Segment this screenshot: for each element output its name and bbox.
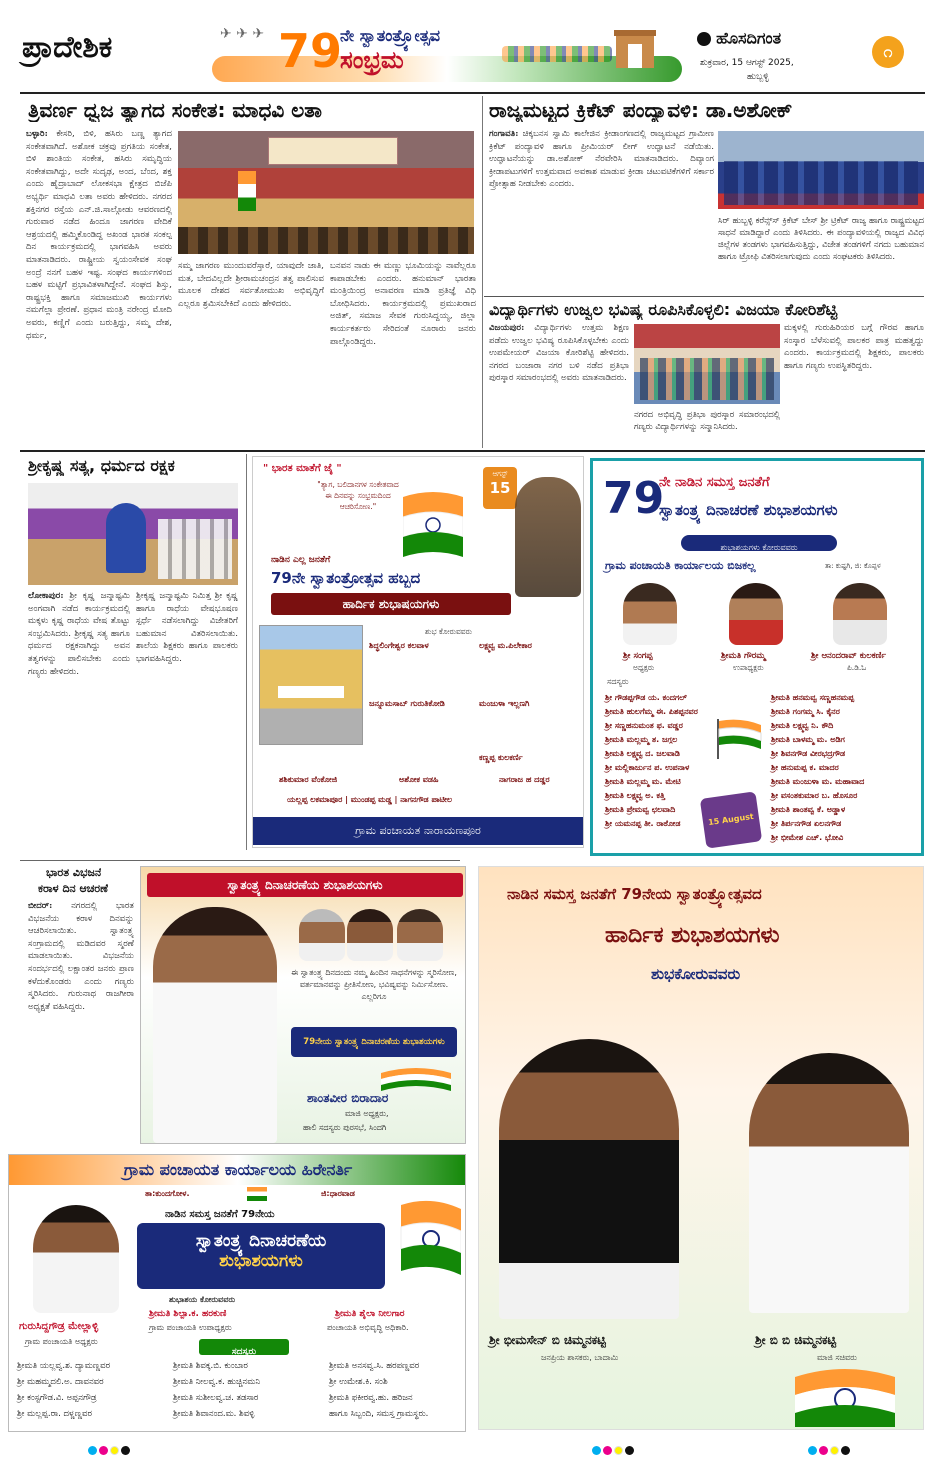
ad2-date-ribbon-text: 15 August — [707, 811, 755, 828]
story1-col3 — [330, 260, 476, 452]
ad4-person2-photo — [749, 1053, 909, 1313]
india-gate-icon — [610, 24, 660, 68]
ad1-building-photo — [259, 625, 363, 745]
ad2-member: ಶ್ರೀಮತಿ ಬಾಳಮ್ಮ ಮ. ಅಡಿಗ — [771, 735, 845, 744]
ad3-title1: ಮಾಜಿ ಅಧ್ಯಕ್ಷರು, — [345, 1109, 389, 1118]
ad2-date-ribbon — [700, 791, 762, 848]
ad2-member: ಶ್ರೀಮತಿ ಹನಮವ್ವ ಸಣ್ಣಹನಮಪ್ಪ — [771, 693, 855, 702]
upper-section-rule — [20, 450, 925, 452]
masthead-rule — [20, 92, 925, 94]
ad2-member: ಶ್ರೀಮತಿ ಮಲ್ಲಮ್ಮ ಮ. ಮೇಟಿ — [605, 777, 681, 786]
story3-photo — [634, 324, 780, 404]
ad-chimmanakatti — [478, 866, 924, 1430]
ad5-greeting-small: ನಾಡಿನ ಸಮಸ್ತ ಜನತೆಗೆ 79ನೇಯ — [165, 1209, 275, 1220]
ad5-pdo-role: ಪಂಚಾಯತಿ ಅಭಿವೃದ್ಧಿ ಅಧಿಕಾರಿ. — [327, 1323, 409, 1332]
ad5-members-label — [199, 1339, 289, 1355]
ad2-member: ಶ್ರೀ ಯಮನಪ್ಪ ತೀ. ರಾಠೋಡ — [605, 819, 681, 828]
ad2-person2-photo — [729, 583, 783, 645]
ad1-day: 15 — [489, 479, 511, 497]
ad3-name: ಶಾಂತವೀರ ಬಿರಾದಾರ — [307, 1091, 389, 1105]
ad3-message: ಈ ಸ್ವಾತಂತ್ರ್ಯ ದಿನದಂದು ನಮ್ಮ ಹಿಂದಿನ ಸಾಧನೆಗಳನ್ನು ಸ್ಮರಿಸೋಣ, ವರ್ತಮಾನವನ್ನು ಪ್ರೀತಿಸೋಣ, ಭವಿಷ್ಯವನ್ನು ನಿರ್ಮಿಸೋಣ. ಎಲ್ಲರಿಗೂ — [291, 968, 457, 1001]
cyan-dot — [808, 1446, 817, 1455]
ad2-office-sub: ತಾ: ಕುಷ್ಟಗಿ, ಜಿ: ಕೊಪ್ಪಳ — [825, 562, 881, 570]
ad1-name-5: ಕಣ್ಣಪ್ಪ ಕುಲಕರ್ಣಿ — [479, 753, 523, 762]
story4-divider — [246, 454, 247, 850]
ad2-number: 79 — [603, 473, 665, 524]
logo-line1: ನೇ ಸ್ವಾತಂತ್ರ್ಯೋತ್ಸವ — [340, 26, 441, 45]
ad3-leader1-photo — [299, 909, 345, 961]
ad2-member: ಶ್ರೀಮತಿ ಗಂಗಮ್ಮ ಸಿ. ಕೈನರ — [771, 707, 840, 716]
ad-hirenarti — [8, 1154, 466, 1432]
magenta-dot — [603, 1446, 612, 1455]
ad1-name-7: ಅಶೋಕ ವಡಹಿ — [399, 775, 439, 784]
ad3-flag-icon — [381, 1063, 451, 1093]
masthead — [0, 0, 945, 92]
ad1-name-6: ಶಶಿಕುಮಾರ ವೆಂಕೋಜಿ — [279, 775, 338, 784]
mid-section-rule — [20, 860, 460, 861]
story3-caption: ನಗರದ ಅಭಿವೃದ್ಧಿ ಪ್ರತಿಭಾ ಪುರಸ್ಕಾರ ಸಮಾರಂಭದಲ್ಲಿ ಗಣ್ಯರು ವಿದ್ಯಾರ್ಥಿಗಳನ್ನು ಸನ್ಮಾನಿಸಿದರು. — [634, 409, 780, 431]
story5-headline2: ಕರಾಳ ದಿನ ಆಚರಣೆ — [38, 882, 109, 895]
column-divider — [482, 96, 483, 448]
ad2-member: ಶ್ರೀ ಮಲ್ಲಿಕಾರ್ಜುನ ಪ. ಉಪನಾಳ — [605, 763, 690, 772]
ad3-highlight — [291, 1027, 457, 1057]
story4-col1-text: ಶ್ರೀ ಕೃಷ್ಣ ಜನ್ಮಾಷ್ಟಮಿ ಅಂಗವಾಗಿ ನಡೆದ ಕಾರ್ಯಕ್ರಮದಲ್ಲಿ ಮಕ್ಕಳು ಕೃಷ್ಣ ರಾಧೆಯ ವೇಷ ತೊಟ್ಟು ಸಂಭ್ರಮಿಸಿದರು. ಶ್ರೀಕೃಷ್ಣ ಸತ್ಯ ಹಾಗೂ ಧರ್ಮದ ರಕ್ಷಕನಾಗಿದ್ದು ಅವನ ತತ್ವಗಳನ್ನು ಪಾಲಿಸಬೇಕು ಎಂದು ಗಣ್ಯರು ಹೇಳಿದರು. — [28, 591, 130, 677]
story5-body — [28, 900, 134, 1138]
ad4-person2-name: ಶ್ರೀ ಬಿ ಬಿ ಚಿಮ್ಮನಕಟ್ಟಿ — [755, 1333, 837, 1347]
story4-col1 — [28, 590, 130, 850]
magenta-dot — [819, 1446, 828, 1455]
ad4-line3: ಶುಭಕೋರುವವರು — [651, 965, 741, 983]
ad5-taluk: ತಾ:ಕುಂದಗೋಳ. — [145, 1189, 190, 1198]
ad5-member: ಶ್ರೀಮತಿ ಅನಸವ್ವ.ಸಿ. ಹರಪಣ್ಣವರ — [329, 1361, 420, 1371]
story3-col3 — [784, 322, 924, 446]
ad2-member: ಶ್ರೀಮತಿ ಪ್ರೇಮವ್ವ ಛಲವಾದಿ — [605, 805, 676, 814]
team-row — [724, 161, 918, 205]
story1-col1-text: ಕೇಸರಿ, ಬಿಳಿ, ಹಸಿರು ಬಣ್ಣ ತ್ಯಾಗದ ಸಂಕೇತವಾಗಿದೆ. ಅಶೋಕ ಚಕ್ರವು ಪ್ರಗತಿಯ ಸಂಕೇತ, ಬಿಳಿ ಶಾಂತಿಯ ಸಂಕೇತ, ಹಸಿರು ಸಮೃದ್ಧಿಯ ಸಂಕೇತವಾಗಿದ್ದು, ಅದೇ ಸುದೃಢ, ಅಂದ, ಬೆಂದ, ಶಕ್ತ ಎಂದು ಹೈದ್ರಾಬಾದ್ ಲೋಕಸಭಾ ಕ್ಷೇತ್ರದ ಬಿಜೆಪಿ ಅಭ್ಯರ್ಥಿ ಮಾಧವಿ ಲತಾ ಅವರು ಹೇಳಿದರು. ನಗರದ ಶಕ್ತಿನಗರ ರಸ್ತೆಯ ಎನ್.ಜಿ.ಸಾಲ್ಗೋಡು ಆವರಣದಲ್ಲಿ ಗುರುವಾರ ನಡೆದ ಹಿಂದೂ ಜಾಗರಣ ವೇದಿಕೆ ಆಶ್ರಯದಲ್ಲಿ ಹಮ್ಮಿಕೊಂಡಿದ್ದ ಅಖಂಡ ಭಾರತ ಸಂಕಲ್ಪ ದಿನ ಕಾರ್ಯಕ್ರಮದಲ್ಲಿ ಭಾಗವಹಿಸಿ ಅವರು ಮಾತನಾಡಿದರು. ರಾಷ್ಟ್ರೀಯ ಸ್ವಯಂಸೇವಕ ಸಂಘ ಅಂದ್ರೆ ನನಗೆ ಬಹಳ ಇಷ್ಟ. ಸಂಘದ ಕಾರ್ಯಗಳಿಂದ ಬಹಳ ಮಟ್ಟಿಗೆ ಪ್ರಭಾವಿತಳಾಗಿದ್ದೇನೆ. ಸಂಘದ ಶಿಸ್ತು, ರಾಷ್ಟ್ರಭಕ್ತಿ ಹಾಗೂ ಸಮಾಜಮುಖಿ ಕಾರ್ಯಗಳು ನಮಗೆಲ್ಲಾ ಪ್ರೇರಣೆ. ಪ್ರಧಾನ ಮಂತ್ರಿ ನರೇಂದ್ರ ಮೋದಿ ಅವರು, ಕಣ್ಣಿಗೆ ಎಂದು ಬರುತ್ತಿದ್ದು, ಸಮ್ಮ ದೇಶ, ಧರ್ಮ, — [26, 129, 172, 341]
issue-city: ಹುಬ್ಬಳ್ಳಿ — [747, 72, 769, 82]
story1-dateline: ಬಳ್ಳಾರಿ: — [26, 129, 48, 139]
ad2-member: ಶ್ರೀ ಸಣ್ಣಹನುಮಂತ ಫ. ವಡ್ಡರ — [605, 721, 683, 730]
ad5-flag-icon — [391, 1195, 461, 1285]
cyan-dot — [88, 1446, 97, 1455]
yellow-dot — [614, 1446, 623, 1455]
newspaper-logo — [697, 28, 781, 49]
ad4-person2-role: ಮಾಜಿ ಸಚಿವರು — [817, 1353, 857, 1362]
ad5-member: ಶ್ರೀಮತಿ ನೀಲವ್ವ.ಕ. ಹುಚ್ಚಿನಮನಿ — [173, 1377, 261, 1387]
logo-number: 79 — [278, 24, 343, 78]
ad1-name-4: ಮಂಜುಳಾ ಇಲ್ಲಣಗಿ — [479, 699, 530, 708]
story3-dateline: ವಿಜಯಪುರ: — [489, 323, 525, 333]
story2-photo — [718, 131, 924, 209]
ad4-person1-name: ಶ್ರೀ ಭೀಮಸೇನ್ ಬಿ ಚಿಮ್ಮನಕಟ್ಟಿ — [489, 1333, 606, 1347]
ad1-wishers-label: ಶುಭ ಕೋರುವವರು — [425, 627, 472, 636]
ad5-member: ಶ್ರೀ ಕಂಸ್ಟಗೌಡ.ವಿ. ಅಪ್ಪನಗೌಡ್ರ — [17, 1393, 97, 1403]
ad2-flag-icon — [715, 719, 763, 759]
ad5-greeting-big2: ಶುಭಾಶಯಗಳು — [219, 1251, 303, 1271]
ad2-person1-role: ಅಧ್ಯಕ್ಷರು — [633, 663, 655, 672]
ad1-date-badge — [483, 467, 517, 509]
group-row — [640, 358, 774, 400]
ad5-member: ಹಾಗೂ ಸಿಬ್ಬಂದಿ, ಸಮಸ್ತ ಗ್ರಾಮಸ್ಥರು. — [329, 1409, 429, 1419]
ad2-member: ಶ್ರೀಮತಿ ಲಕ್ಷ್ಮವ್ವ ದ. ಜಲವಾಡಿ — [605, 749, 680, 758]
ad2-member: ಶ್ರೀ ತಿರ್ಪನಗೌಡ ಏಲನಗೌಡ — [771, 819, 842, 828]
ad5-vp-role: ಗ್ರಾಮ ಪಂಚಾಯತಿ ಉಪಾಧ್ಯಕ್ಷರು — [149, 1323, 232, 1332]
building-sign — [278, 686, 344, 698]
ad2-person3-role: ಪಿ.ಡಿ.ಓ — [847, 663, 867, 672]
story4-dateline: ಲೋಕಾಪುರ: — [28, 591, 64, 601]
ad2-member: ಶ್ರೀಮತಿ ಹುಲಗೆಮ್ಮ ಈ. ಪಿಶಪ್ಪನವರ — [605, 707, 698, 716]
story4-col2-text: ಶ್ರೀಕೃಷ್ಣ ಜನ್ಮಾಷ್ಟಮಿ ನಿಮಿತ್ತ ಶ್ರೀ ಕೃಷ್ಣ ಹಾಗೂ ರಾಧೆಯ ವೇಷಭೂಷಣ ಸ್ಪರ್ಧೆ ನಡೆಸಲಾಗಿದ್ದು ವಿಜೇತರಿಗೆ ಬಹುಮಾನ ವಿತರಿಸಲಾಯಿತು. ಶಾಲೆಯ ಶಿಕ್ಷಕರು ಹಾಗೂ ಪಾಲಕರು ಭಾಗವಹಿಸಿದ್ದರು. — [136, 591, 238, 664]
story2-dateline: ಗಂಗಾವತಿ: — [489, 129, 519, 139]
ad5-president-role: ಗ್ರಾಮ ಪಂಚಾಯತಿ ಅಧ್ಯಕ್ಷರು — [25, 1337, 98, 1346]
ad5-president-name: ಗುರುಸಿದ್ದಗೌಡ್ರ ಮೇಲ್ಲಾಳ್ಳಿ — [19, 1321, 99, 1332]
ad5-wishers-label: ಶುಭಾಶಯ ಕೋರುವವರು — [169, 1295, 236, 1304]
story5-headline1: ಭಾರತ ವಿಭಜನೆ — [46, 866, 102, 879]
issue-date: ಶುಕ್ರವಾರ, 15 ಆಗಸ್ಟ್ 2025, — [700, 58, 794, 68]
story1-col3-text: ಬನವನ ನಾಡು ಈ ಮಣ್ಣು ಭೂಮಿಯನ್ನು ನಾವೆಲ್ಲರೂ ಕಾಪಾಡಬೇಕು ಎಂದರು. ಹನುಮಾನ್ ಭಾರತಾ ಮಂತ್ರಿಯಿಂದ್ರ ಅನಾವರಣ ಮಾಡಿ ಪ್ರತಿಜ್ಞೆ ವಿಧಿ ಬೋಧಿಸಿದರು. ಕಾರ್ಯಕ್ರಮದಲ್ಲಿ ಪ್ರಮುಖರಾದ ಅಜಿತ್, ಸಮಾಜ ಸೇವಕ ಗುರುಸಿದ್ದಯ್ಯ, ಜಿಲ್ಲಾ ಕಾರ್ಯಕರ್ತರು ಸೇರಿದಂತೆ ನೂರಾರು ಜನರು ಪಾಲ್ಗೊಂಡಿದ್ದರು. — [330, 261, 476, 347]
story5-dateline: ಬೀದರ್: — [28, 901, 53, 911]
ad2-member: ಶ್ರೀಮತಿ ಶಾಂತವ್ವ ಕೆ. ಅಡ್ಡಾಳ — [771, 805, 846, 814]
story3-col3-text: ಮಕ್ಕಳಲ್ಲಿ ಗುರುಹಿರಿಯರ ಬಗ್ಗೆ ಗೌರವ ಹಾಗೂ ಸಂಸ್ಕಾರ ಬೆಳೆಸುವಲ್ಲಿ ಪಾಲಕರ ಪಾತ್ರ ಮಹತ್ವದ್ದು ಎಂದರು. ಕಾರ್ಯಕ್ರಮದಲ್ಲಿ ಶಿಕ್ಷಕರು, ಪಾಲಕರು ಹಾಗೂ ಗಣ್ಯರು ಉಪಸ್ಥಿತರಿದ್ದರು. — [784, 323, 924, 371]
page-number-text: ೧ — [883, 42, 893, 61]
story2-col1 — [489, 128, 714, 292]
ad4-line2: ಹಾರ್ದಿಕ ಶುಭಾಶಯಗಳು — [605, 923, 780, 948]
logo-line2: ಸಂಭ್ರಮ — [340, 46, 404, 74]
ad1-footer-names: ಯಲ್ಲಪ್ಪ ಲಕಮಾಪೂರ | ಮುಂಡಪ್ಪ ಮಡ್ಡ | ನಾಗನಗೌಡ ಪಾಟೀಲ — [287, 795, 453, 804]
crowd-silhouette — [502, 46, 612, 62]
ad1-warrior-statue — [515, 477, 581, 597]
ad1-quote: " ಭಾರತ ಮಾತೆಗೆ ಜೈ " — [263, 463, 342, 474]
ad1-greeting-small: ನಾಡಿನ ಎಲ್ಲ ಜನತೆಗೆ — [271, 555, 331, 565]
story2-col1-text: ಚಿಕ್ಕಬನಸ ಸ್ವಾಮಿ ಕಾಲೇಜಿನ ಕ್ರೀಡಾಂಗಣದಲ್ಲಿ ರಾಜ್ಯಮಟ್ಟದ ಗ್ರಾಮೀಣ ಕ್ರಿಕೆಟ್ ಪಂದ್ಯಾವಳಿ ಹಾಗೂ ಪ್ರೀಮಿಯರ್ ಲೀಗ್ ಉದ್ಘಾಟನೆ ನಡೆಯಿತು. ಉದ್ಘಾಟನೆಯನ್ನು ಡಾ.ಅಶೋಕ್ ನೆರವೇರಿಸಿ ಮಾತನಾಡಿದರು. ದಿವ್ಯಾಂಗ ಕ್ರೀಡಾಪಟುಗಳಿಗೆ ಉತ್ತಮವಾದ ಅವಕಾಶ ಮಾಡುವ ಕ್ರೀಡಾ ಚಟುವಟಿಕೆಗಳಿಗೆ ಸರ್ಕಾರ ಪ್ರೋತ್ಸಾಹ ನೀಡಬೇಕು ಎಂದರು. — [489, 129, 714, 190]
ad-bijakal — [590, 458, 924, 856]
magenta-dot — [99, 1446, 108, 1455]
ad2-line2: ಸ್ವಾತಂತ್ರ್ಯ ದಿನಾಚರಣೆ ಶುಭಾಶಯಗಳು — [659, 501, 838, 519]
ad1-tagline: "ತ್ಯಾಗ, ಬಲಿದಾನಗಳ ಸಂಕೇತವಾದ ಈ ದಿನವನ್ನು ಸಂಭ್ರಮದಿಂದ ಆಚರಿಸೋಣ." — [317, 480, 399, 511]
ad1-footer-text: ಗ್ರಾಮ ಪಂಚಾಯತ ನಾರಾಯಣಪೂರ — [355, 824, 481, 837]
ad1-banner-text: ಹಾರ್ದಿಕ ಶುಭಾಷಯಗಳು — [342, 597, 440, 611]
ad5-district: ಜಿ:ಧಾರವಾಡ — [321, 1189, 355, 1198]
ad5-greeting-box — [137, 1223, 385, 1289]
story3-headline: ವಿದ್ಯಾರ್ಥಿಗಳು ಉಜ್ವಲ ಭವಿಷ್ಯ ರೂಪಿಸಿಕೊಳ್ಳಲಿ: ವಿಜಯಾ ಕೋರಿಶೆಟ್ಟಿ — [489, 300, 838, 319]
ad5-vp-name: ಶ್ರೀಮತಿ ಶಿಲ್ಪಾ.ಕ. ಹರಕುಣಿ — [149, 1309, 227, 1319]
cyan-dot — [592, 1446, 601, 1455]
ad1-greeting-big: 79ನೇ ಸ್ವಾತಂತ್ರೋತ್ಸವ ಹಬ್ಬದ — [271, 569, 421, 587]
ad4-line1: ನಾಡಿನ ಸಮಸ್ತ ಜನತೆಗೆ 79ನೇಯ ಸ್ವಾತಂತ್ರ್ಯೋತ್ಸವದ — [507, 885, 762, 903]
ad3-banner-text: ಸ್ವಾತಂತ್ರ್ಯ ದಿನಾಚರಣೆಯ ಶುಭಾಶಯಗಳು — [227, 878, 383, 892]
ad5-president-photo — [33, 1205, 119, 1313]
ad2-member: ಶ್ರೀಮತಿ ಮಂಜುಳಾ ಮ. ಮಹಾವಾದ — [771, 777, 865, 786]
black-dot — [841, 1446, 850, 1455]
ad2-member: ಶ್ರೀಮತಿ ಲಕ್ಷ್ಮವ್ವ ನಿ. ಕೌದಿ — [771, 721, 834, 730]
ad5-member: ಶ್ರೀ ಮಲ್ಲಪ್ಪ.ರಾ. ದಳ್ಣಣ್ಣವರ — [17, 1409, 92, 1419]
ad2-members-label: ಸದಸ್ಯರು — [607, 677, 629, 686]
flag-icon — [238, 171, 256, 211]
yellow-dot — [830, 1446, 839, 1455]
story1-col2 — [178, 260, 324, 452]
krishna-idol — [106, 503, 146, 573]
story1-photo — [178, 131, 474, 254]
audience-row — [178, 227, 474, 254]
ad5-member: ಶ್ರೀಮತಿ ಶಿವಕ್ಕ.ಬಿ. ಕುಂಬಾರ — [173, 1361, 248, 1371]
ad-narayanapur — [252, 456, 584, 848]
ad2-person3-name: ಶ್ರೀ ಆನಂದರಾವ್ ಕುಲಕರ್ಣಿ — [811, 651, 886, 661]
ad2-person1-photo — [623, 583, 677, 645]
ad2-office: ಗ್ರಾಮ ಪಂಚಾಯತಿ ಕಾರ್ಯಾಲಯ ಬಿಜಕಲ್ಲ — [605, 559, 756, 572]
registration-marks-right — [808, 1440, 852, 1459]
ad1-name-8: ನಾಗರಾಜ ಹ ದಡ್ಡರ — [499, 775, 550, 784]
ad2-member: ಶ್ರೀ ಗೌಡಪ್ಪಗೌಡ ಯ. ಕಂದಗಲ್ — [605, 693, 687, 702]
ad3-title2: ಹಾಲಿ ಸದಸ್ಯರು ಪುರಸಭೆ, ಸಿಂದಗಿ — [303, 1123, 387, 1132]
ad5-member: ಶ್ರೀಮತಿ ಸುಶೀಲವ್ವ.ಚ. ತಡಸಾರ — [173, 1393, 259, 1403]
section-title: ಪ್ರಾದೇಶಿಕ — [22, 30, 113, 65]
ad1-name-3: ಜನ್ನೂಮಸಾಬ್ ಗುರುತಿಕೋಡಿ — [369, 699, 445, 708]
story2-headline: ರಾಜ್ಯಮಟ್ಟದ ಕ್ರಿಕೆಟ್ ಪಂದ್ಯಾವಳಿ: ಡಾ.ಅಶೋಕ್ — [489, 98, 793, 122]
registration-marks-left — [88, 1440, 132, 1459]
ad1-footer — [253, 817, 583, 845]
story2-caption-text: ಸಿರ್ ಹುಬ್ಬಳ್ಳಿ ಕರೆನ್ಸ್‌ಸ್ ಕ್ರಿಕೆಟ್ ಬೇಸ್ ಶ್ರೀ ಟ್ರಿಕೆಟ್ ರಾಜ್ಯ ಹಾಗೂ ರಾಷ್ಟ್ರಮಟ್ಟದ ಸಾಧನೆ ಮಾಡಿದ್ದಾರೆ ಎಂದು ತಿಳಿಸಿದರು. — [718, 215, 924, 237]
story3-col1 — [489, 322, 629, 446]
emblem-icon — [697, 32, 711, 46]
ad2-person2-name: ಶ್ರೀಮತಿ ಗೌರಮ್ಮ — [721, 651, 766, 661]
ad4-person1-role: ಜನಪ್ರಿಯ ಶಾಸಕರು, ಬಾದಾಮಿ — [541, 1353, 619, 1362]
ad5-chakra-icon — [247, 1187, 267, 1201]
ad5-member: ಶ್ರೀಮತಿ ಯಲ್ಲವ್ವ.ಶ. ದ್ಯಾಮಣ್ಣವರ — [17, 1361, 111, 1371]
story2-caption — [718, 214, 924, 294]
story2-rule — [484, 296, 924, 297]
ad2-ribbon — [681, 535, 837, 551]
ad5-member: ಶ್ರೀ ಮಹಮ್ಮದಲಿ.ಅ. ದಾವನವರ — [17, 1377, 104, 1387]
ad3-main-photo — [153, 907, 277, 1143]
ad4-person1-photo — [499, 1039, 679, 1319]
independence-logo — [212, 20, 682, 84]
registration-marks-center — [592, 1440, 636, 1459]
ad2-person3-photo — [833, 583, 887, 645]
ad5-header — [9, 1155, 466, 1185]
story1-col2-text: ಸಮ್ಮ ಜಾಗರಣ ಮುಂದುವರೆಸ್ತಾರೆ, ಯಾವುದೇ ಜಾತಿ, ಮತ, ಬೇದವಿಲ್ಲದೇ ಶ್ರೀರಾಮಚಂದ್ರನ ತತ್ವ ಪಾಲಿಸುವ ಮೂಲಕ ದೇಶದ ಸರ್ವತೋಮುಖ ಅಭಿವೃದ್ಧಿಗೆ ಎಲ್ಲರೂ ಶ್ರಮಿಸಬೇಕಿದೆ ಎಂದು ಹೇಳಿದರು. — [178, 261, 324, 309]
ad5-member: ಶ್ರೀಮತಿ ಶಿವಾನಂದ.ಮ. ಶಿವಳ್ಳಿ — [173, 1409, 255, 1419]
ad4-chakra-icon — [795, 1367, 895, 1427]
ad1-flag-icon — [403, 487, 463, 557]
ad2-members-right — [771, 691, 921, 845]
ad-shantaveer — [140, 866, 466, 1144]
ad5-pdo-name: ಶ್ರೀಮತಿ ಶೈಲಾ ನೀಲಗಾರ — [335, 1309, 405, 1319]
story5-text: ನಗರದಲ್ಲಿ ಭಾರತ ವಿಭಜನೆಯ ಕರಾಳ ದಿನವನ್ನು ಆಚರಿಸಲಾಯಿತು. ಸ್ವಾತಂತ್ರ್ಯ ಸಂಗ್ರಾಮದಲ್ಲಿ ಮಡಿದವರ ಸ್ಮರಣೆ ಮಾಡಲಾಯಿತು. ವಿಭಜನೆಯ ಸಂದರ್ಭದಲ್ಲಿ ಲಕ್ಷಾಂತರ ಜನರು ಪ್ರಾಣ ಕಳೆದುಕೊಂಡರು ಎಂದು ಗಣ್ಯರು ಸ್ಮರಿಸಿದರು. ಗುರುನಾಥ ರಾಜಗೀರಾ ಅಧ್ಯಕ್ಷತೆ ವಹಿಸಿದ್ದರು. — [28, 901, 134, 1012]
ad3-leader3-photo — [397, 909, 443, 961]
story4-headline: ಶ್ರೀಕೃಷ್ಣ ಸತ್ಯ, ಧರ್ಮದ ರಕ್ಷಕ — [28, 456, 175, 475]
black-dot — [625, 1446, 634, 1455]
ad1-month: ಆಗಸ್ಟ್ — [492, 470, 508, 478]
ad2-member: ಶ್ರೀ ಶಿವನಗೌಡ ವೀರಭದ್ರಗೌಡ — [771, 749, 846, 758]
ad5-header-text: ಗ್ರಾಮ ಪಂಚಾಯತ ಕಾರ್ಯಾಲಯ ಹಿರೇನರ್ತಿ — [123, 1160, 353, 1179]
story1-col1 — [26, 128, 172, 452]
story4-col2 — [136, 590, 238, 850]
ad2-person1-name: ಶ್ರೀ ಸಂಗಪ್ಪ — [623, 651, 653, 661]
paper-name: ಹೊಸದಿಗಂತ — [716, 28, 782, 48]
ad2-member: ಶ್ರೀ ಹನುಮಪ್ಪ ಕ. ಮಾದರ — [771, 763, 839, 772]
ad1-name-1: ಶಿದ್ಧಲಿಂಗೇಶ್ವರ ಕಲವಾಳ — [369, 641, 429, 650]
ad3-highlight-text: 79ನೇಯ ಸ್ವಾತಂತ್ರ್ಯ ದಿನಾಚರಣೆಯ ಶುಭಾಶಯಗಳು — [303, 1037, 445, 1047]
story2-col2-text: ಈ ಪಂದ್ಯಾವಳಿಯಲ್ಲಿ ರಾಜ್ಯದ ವಿವಿಧ ಜಿಲ್ಲೆಗಳ ತಂಡಗಳು ಭಾಗವಹಿಸುತ್ತಿದ್ದು, ವಿಜೇತ ತಂಡಗಳಿಗೆ ನಗದು ಬಹುಮಾನ ಹಾಗೂ ಟ್ರೋಫಿ ವಿತರಿಸಲಾಗುವುದು ಎಂದು ಸಂಘಟಕರು ತಿಳಿಸಿದರು. — [718, 227, 924, 261]
story1-headline: ತ್ರಿವರ್ಣ ಧ್ವಜ ತ್ಯಾಗದ ಸಂಕೇತ: ಮಾಧವಿ ಲತಾ — [28, 98, 322, 122]
page-number — [872, 36, 904, 68]
ad2-line1: ನೇ ನಾಡಿನ ಸಮಸ್ತ ಜನತೆಗೆ — [659, 475, 770, 490]
ad2-person2-role: ಉಪಾಧ್ಯಕ್ಷರು — [733, 663, 764, 672]
stage-banner — [268, 137, 398, 165]
ad1-banner — [271, 593, 511, 615]
ad3-leader2-photo — [347, 909, 393, 961]
ad2-member: ಶ್ರೀ ಭೀಮೇಶ ಎಚ್. ಭೋವಿ — [771, 833, 844, 842]
ad3-banner — [147, 873, 463, 897]
guests-row — [158, 519, 232, 579]
ad5-members-label-text: ಸದಸ್ಯರು — [231, 1347, 257, 1357]
story4-photo — [28, 483, 238, 585]
ad2-member: ಶ್ರೀಮತಿ ಮಲ್ಲಮ್ಮ ತ. ಜಗ್ಗಲ — [605, 735, 678, 744]
black-dot — [121, 1446, 130, 1455]
ad2-ribbon-text: ಶುಭಾಶಯಗಳು ಕೋರುವವರು — [720, 543, 798, 552]
ad1-name-2: ಲಕ್ಷ್ಮವ್ವ ಮ.ಪಿಲೇಕಾರ — [479, 641, 532, 650]
ad5-member: ಶ್ರೀಮತಿ ಫಕೀರವ್ವ.ಹು. ಹರಿಜನ — [329, 1393, 413, 1403]
story3-col1-text: ವಿದ್ಯಾರ್ಥಿಗಳು ಉತ್ತಮ ಶಿಕ್ಷಣ ಪಡೆದು ಉಜ್ವಲ ಭವಿಷ್ಯ ರೂಪಿಸಿಕೊಳ್ಳಬೇಕು ಎಂದು ಉಪಮೇಯರ್ ವಿಜಯಾ ಕೋರಿಶೆಟ್ಟಿ ಹೇಳಿದರು. ನಗರದ ಬಂಜಾರಾ ನಗರ ಬಳಿ ನಡೆದ ಪ್ರತಿಭಾ ಪುರಸ್ಕಾರ ಸಮಾರಂಭದಲ್ಲಿ ಅವರು ಮಾತನಾಡಿದರು. — [489, 323, 629, 384]
ad5-greeting-big1: ಸ್ವಾತಂತ್ರ್ಯ ದಿನಾಚರಣೆಯ — [195, 1231, 327, 1251]
ad5-member: ಶ್ರೀ ಉಮೇಶ.ಕಿ. ಸಂಶಿ — [329, 1377, 388, 1387]
ad2-member: ಶ್ರೀಮತಿ ಲಕ್ಷ್ಮವ್ವ ಅ. ಕತ್ತಿ — [605, 791, 665, 800]
yellow-dot — [110, 1446, 119, 1455]
jets-icon: ✈ ✈ ✈ — [220, 26, 265, 42]
ad2-member: ಶ್ರೀ ವಸಂತಕುಮಾರ ಬ. ಹೊಸೂರ — [771, 791, 858, 800]
